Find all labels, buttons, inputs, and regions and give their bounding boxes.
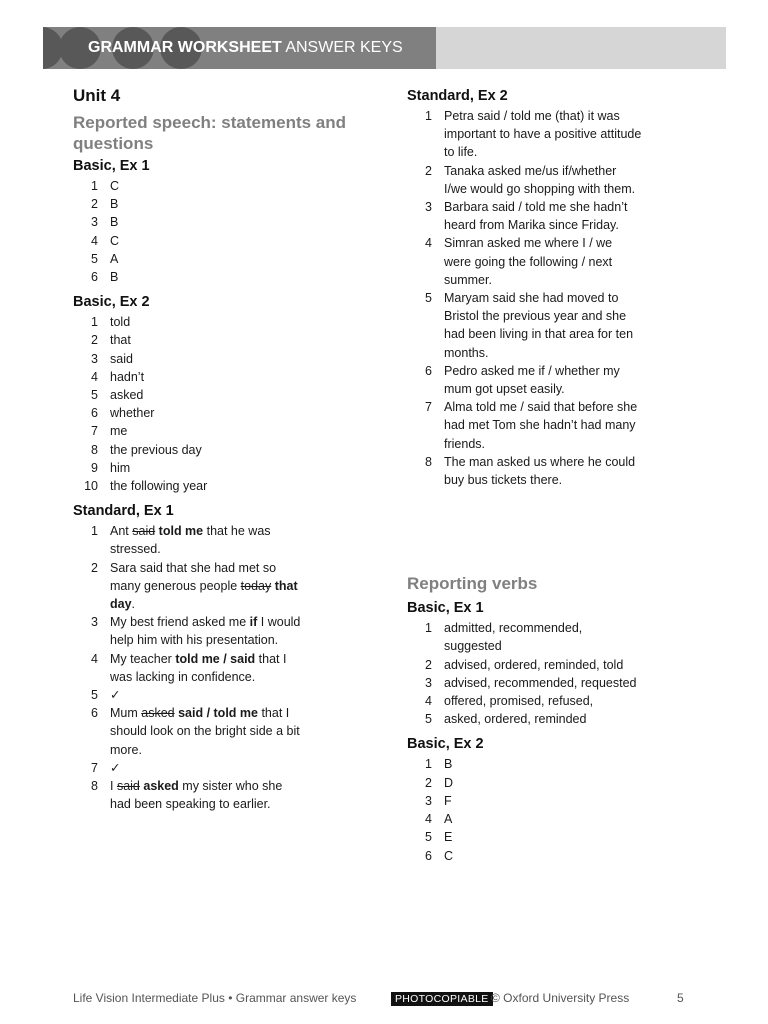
exercise-title-basic-1: Basic, Ex 1 <box>407 600 484 617</box>
answer-item: 1 told <box>91 315 131 330</box>
copyright-text: © Oxford University Press <box>491 991 630 1005</box>
answer-item: 3 B <box>91 215 119 230</box>
exercise-title-standard-2: Standard, Ex 2 <box>407 88 508 104</box>
answer-item: 1 C <box>91 179 120 193</box>
answer-item: 5 ✓ <box>91 688 121 703</box>
answer-item: 4 Simran asked me where I / we were going the following / next summer. <box>425 236 613 287</box>
answer-item: 8 I said asked my sister who she had been speaking to earlier. <box>91 779 283 812</box>
answer-item: 4 offered, promised, refused, <box>425 694 594 709</box>
section-title-reported-speech: Reported speech: statements and questions <box>73 113 347 153</box>
answer-item: 4 hadn’t <box>91 369 145 384</box>
header-title <box>88 27 403 69</box>
answer-item: 8 the previous day <box>91 442 202 457</box>
page-footer <box>73 991 693 1007</box>
header-banner <box>43 27 726 69</box>
checkmark-icon: ✓ <box>110 760 121 775</box>
banner-dark-panel <box>43 27 436 69</box>
answer-item: 4 A <box>425 812 453 827</box>
right-column <box>407 88 707 873</box>
answer-item: 1 admitted, recommended, suggested <box>425 621 583 654</box>
answer-item: 5 asked, ordered, reminded <box>425 712 587 727</box>
answer-item: 6 Pedro asked me if / whether my mum got upset easily. <box>425 363 620 397</box>
footer-book-title: Life Vision Intermediate Plus • Grammar answer keys <box>73 991 357 1005</box>
photocopiable-badge: PHOTOCOPIABLE <box>391 992 493 1006</box>
answer-list-basic-1 <box>73 177 373 286</box>
answer-item: 10 the following year <box>84 479 208 494</box>
answer-item: 3 said <box>91 351 133 366</box>
answer-item: 9 him <box>91 460 131 475</box>
answer-item: 4 C <box>91 233 120 248</box>
answer-item: 2 D <box>425 775 454 790</box>
answer-item: 3 F <box>425 793 452 808</box>
spacer <box>407 497 707 573</box>
unit-title: Unit 4 <box>73 86 121 105</box>
answer-list-standard-1 <box>73 522 303 813</box>
answer-item: 8 The man asked us where he could buy bus tickets there. <box>425 454 636 488</box>
answer-item: 4 My teacher told me / said that I was lacking in confidence. <box>91 651 287 684</box>
answer-item: 6 Mum asked said / told me that I should look on the bright side a bit more. <box>91 706 300 757</box>
answer-item: 3 My best friend asked me if I would help him with his presentation. <box>91 615 301 648</box>
answer-item: 5 asked <box>91 388 144 403</box>
answer-item: 2 advised, ordered, reminded, told <box>425 657 624 672</box>
answer-list-basic-2 <box>73 313 373 495</box>
answer-item: 6 whether <box>91 406 155 421</box>
answer-list-reporting-basic-1 <box>407 619 642 728</box>
exercise-title-basic-2: Basic, Ex 2 <box>73 294 150 311</box>
answer-item: 2 B <box>91 197 119 212</box>
header-title-bold: GRAMMAR WORKSHEET <box>88 39 282 56</box>
exercise-title-standard-1: Standard, Ex 1 <box>73 503 174 520</box>
exercise-title-basic-1: Basic, Ex 1 <box>73 158 150 174</box>
answer-item: 6 B <box>91 270 119 285</box>
answer-item: 7 Alma told me / said that before she had met Tom she hadn’t had many friends. <box>425 400 638 451</box>
exercise-title-basic-2: Basic, Ex 2 <box>407 736 484 753</box>
answer-item: 7 ✓ <box>91 760 121 775</box>
answer-item: 1 Ant said told me that he was stressed. <box>91 524 271 557</box>
answer-item: 3 Barbara said / told me she hadn’t heard from Marika since Friday. <box>425 200 628 233</box>
answer-item: 2 that <box>91 333 131 348</box>
header-title-rest: ANSWER KEYS <box>281 39 403 56</box>
answer-item: 1 Petra said / told me (that) it was important to have a positive attitude to life. <box>425 109 642 160</box>
answer-item: 1 B <box>425 757 453 772</box>
answer-item: 3 advised, recommended, requested <box>425 675 637 690</box>
answer-list-standard-2 <box>407 107 642 489</box>
answer-item: 5 Maryam said she had moved to Bristol the previous year and she had been living in that area for ten months. <box>425 291 634 360</box>
answer-item: 5 A <box>91 251 119 266</box>
checkmark-icon: ✓ <box>110 688 121 703</box>
answer-list-reporting-basic-2 <box>407 755 707 864</box>
answer-item: 6 C <box>425 848 454 863</box>
answer-item: 2 Sara said that she had met so many generous people today that day. <box>91 560 298 612</box>
answer-item: 5 E <box>425 830 453 845</box>
answer-item: 2 Tanaka asked me/us if/whether I/we would go shopping with them. <box>425 163 636 196</box>
page-number: 5 <box>677 991 684 1005</box>
banner-light-panel <box>436 27 726 69</box>
section-title-reporting-verbs: Reporting verbs <box>407 574 538 594</box>
answer-item: 7 me <box>91 424 128 439</box>
left-column <box>73 86 373 822</box>
